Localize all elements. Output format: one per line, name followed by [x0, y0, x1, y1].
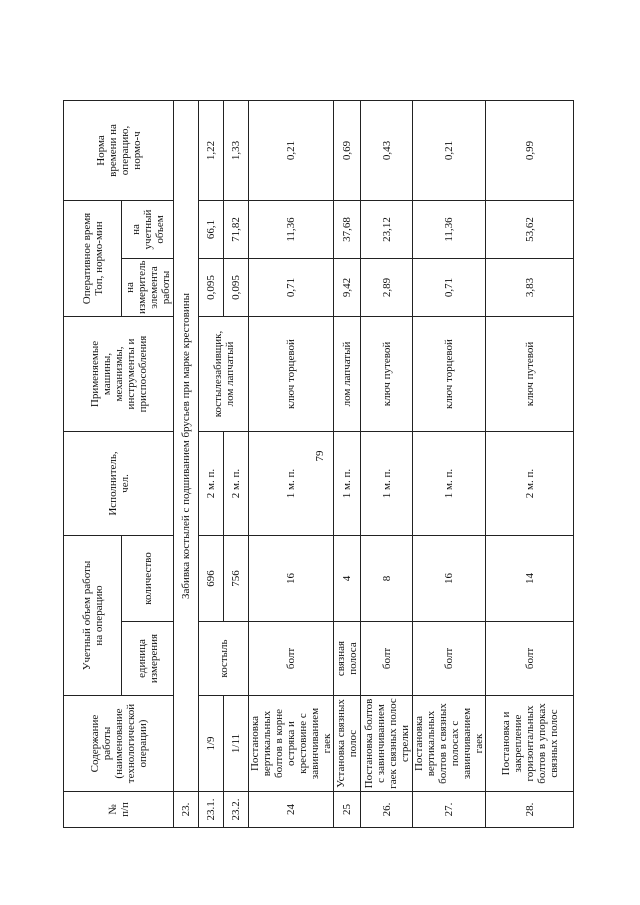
row-per-meter: 2,89 — [361, 259, 413, 317]
row-per-volume: 11,36 — [413, 200, 486, 258]
header-norm: Норма времени на операцию, нормо-ч — [64, 100, 174, 200]
row-machines: ключ путевой — [361, 317, 413, 432]
row-content: 1/9 — [199, 696, 224, 792]
row-norm: 1,33 — [224, 100, 249, 200]
row-num: 23.1. — [199, 792, 224, 828]
row-per-volume: 71,82 — [224, 200, 249, 258]
row-per-meter: 0,095 — [224, 259, 249, 317]
row-per-volume: 53,62 — [486, 200, 574, 258]
row-norm: 0,69 — [334, 100, 361, 200]
row-executor: 2 м. п. — [486, 432, 574, 536]
row-norm: 0,99 — [486, 100, 574, 200]
row-per-meter: 0,095 — [199, 259, 224, 317]
row-num: 25 — [334, 792, 361, 828]
row-per-volume: 37,68 — [334, 200, 361, 258]
header-per-meter: на измеритель элемента работы — [122, 259, 174, 317]
section-row-23 — [174, 100, 199, 827]
row-content: Постановка вертикальных болтов в корне остряка и крестовине с завинчиванием гаек — [249, 696, 334, 792]
table-row — [199, 100, 224, 827]
row-unit: костыль — [199, 622, 249, 696]
row-per-meter: 9,42 — [334, 259, 361, 317]
section-title: Забивка костылей с подшиванием брусьев при марке крестовины — [174, 100, 199, 791]
row-executor: 1 м. п. — [413, 432, 486, 536]
row-unit: болт — [413, 622, 486, 696]
row-num: 26. — [361, 792, 413, 828]
row-quantity: 16 — [413, 536, 486, 622]
row-norm: 0,21 — [413, 100, 486, 200]
row-quantity: 756 — [224, 536, 249, 622]
row-num: 27. — [413, 792, 486, 828]
header-unit: единица измерения — [122, 622, 174, 696]
row-executor: 1 м. п. — [334, 432, 361, 536]
row-executor: 2 м. п. — [224, 432, 249, 536]
table-row — [486, 100, 574, 827]
row-unit: болт — [361, 622, 413, 696]
row-per-volume: 11,36 — [249, 200, 334, 258]
row-norm: 0,43 — [361, 100, 413, 200]
table-row — [334, 100, 361, 827]
row-unit: болт — [249, 622, 334, 696]
table-row — [413, 100, 486, 827]
row-unit: болт — [486, 622, 574, 696]
rotated-table-frame — [63, 101, 593, 828]
row-norm: 0,21 — [249, 100, 334, 200]
row-per-meter: 0,71 — [413, 259, 486, 317]
row-per-meter: 3,83 — [486, 259, 574, 317]
row-quantity: 16 — [249, 536, 334, 622]
row-machines: ключ путевой — [486, 317, 574, 432]
row-num: 23.2. — [224, 792, 249, 828]
row-quantity: 4 — [334, 536, 361, 622]
row-quantity: 8 — [361, 536, 413, 622]
table-rotator — [63, 101, 593, 828]
header-optime-group: Оперативное время Топ, нормо-мин — [64, 200, 122, 316]
page-number: 79 — [314, 450, 326, 462]
header-volume-group: Учетный объем работы на операцию — [64, 536, 122, 696]
row-per-volume: 66,1 — [199, 200, 224, 258]
row-machines: костылезабивщик, лом лапчатый — [199, 317, 249, 432]
row-unit: связная полоса — [334, 622, 361, 696]
header-content: Содержание работы (наименование технологической операции) — [64, 696, 174, 792]
header-quantity: количество — [122, 536, 174, 622]
header-executor: Исполнитель, чел. — [64, 432, 174, 536]
row-quantity: 696 — [199, 536, 224, 622]
header-machines: Применяемые машины, механизмы, инструменты и приспособления — [64, 317, 174, 432]
row-num: 24 — [249, 792, 334, 828]
row-machines: ключ торцевой — [413, 317, 486, 432]
norms-table — [63, 100, 574, 828]
row-norm: 1,22 — [199, 100, 224, 200]
row-machines: ключ торцевой — [249, 317, 334, 432]
row-content: 1/11 — [224, 696, 249, 792]
table-row — [224, 100, 249, 827]
row-executor: 2 м. п. — [199, 432, 224, 536]
row-content: Установка связных полос — [334, 696, 361, 792]
section-num: 23. — [174, 792, 199, 828]
row-num: 28. — [486, 792, 574, 828]
row-executor: 1 м. п. — [249, 432, 334, 536]
header-num: № п/п — [64, 792, 174, 828]
row-per-volume: 23,12 — [361, 200, 413, 258]
row-content: Постановка болтов с завинчиванием гаек связных полос стрелки — [361, 696, 413, 792]
table-row — [249, 100, 334, 827]
row-per-meter: 0,71 — [249, 259, 334, 317]
row-machines: лом лапчатый — [334, 317, 361, 432]
row-quantity: 14 — [486, 536, 574, 622]
header-per-volume: на учетный объем — [122, 200, 174, 258]
row-executor: 1 м. п. — [361, 432, 413, 536]
table-row — [361, 100, 413, 827]
row-content: Постановка и закрепление горизонтальных болтов в упорках связных полос — [486, 696, 574, 792]
row-content: Постановка вертикальных болтов в связных полосах с завинчиванием гаек — [413, 696, 486, 792]
